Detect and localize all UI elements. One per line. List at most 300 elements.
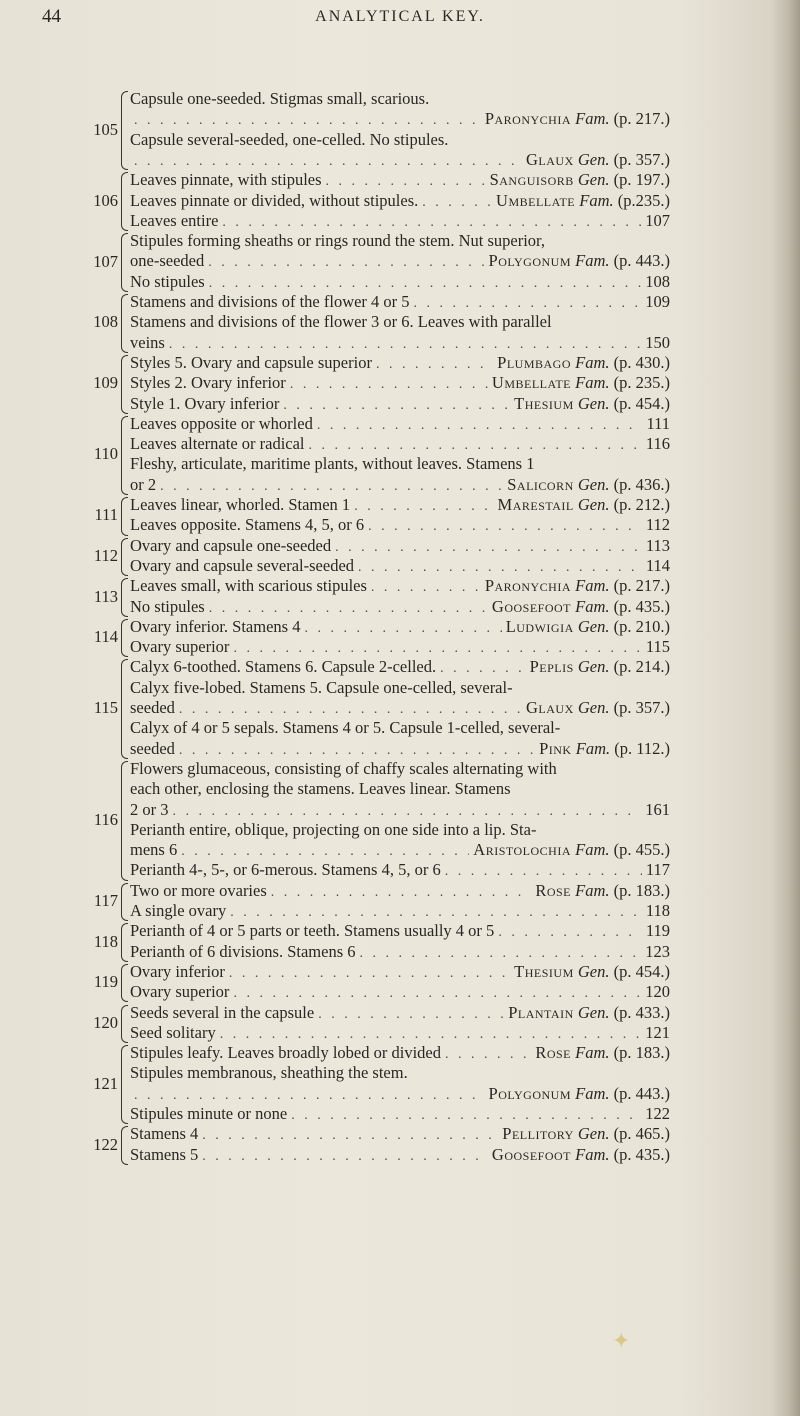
line-text: seeded	[130, 698, 175, 717]
line-text: Leaves pinnate or divided, without stipules.	[130, 190, 419, 210]
key-line	[130, 89, 670, 109]
key-line	[130, 231, 670, 251]
taxon-rank: Gen.	[577, 474, 610, 494]
running-title: ANALYTICAL KEY.	[315, 8, 485, 25]
group-number: 113	[93, 586, 118, 606]
taxon-name: Umbellate	[491, 373, 571, 393]
key-line	[130, 312, 670, 332]
key-line	[130, 495, 670, 515]
group-brace	[121, 619, 128, 658]
group-number: 115	[93, 698, 118, 718]
group-brace	[121, 1045, 128, 1124]
goto-number: 107	[645, 210, 670, 230]
line-reference	[645, 800, 670, 820]
key-line	[130, 698, 670, 718]
line-reference	[646, 536, 670, 556]
line-reference	[490, 170, 670, 190]
line-reference	[646, 860, 670, 880]
page-ref: (p. 357.)	[613, 698, 670, 717]
dot-leader	[181, 842, 469, 862]
line-reference	[502, 1124, 670, 1144]
line-reference	[489, 1084, 670, 1104]
key-line	[130, 617, 670, 637]
line-text: Leaves alternate or radical	[130, 434, 305, 454]
dot-leader	[326, 172, 486, 192]
line-text: Capsule one-seeded. Stigmas small, scarious.	[130, 89, 430, 108]
taxon-rank: Gen.	[577, 393, 610, 413]
dot-leader	[179, 700, 522, 720]
dot-leader	[498, 923, 642, 943]
key-line	[130, 414, 670, 434]
key-line	[130, 191, 670, 211]
line-text: Ovary superior	[130, 982, 230, 1002]
group-number: 119	[93, 972, 118, 992]
key-line	[130, 1003, 670, 1023]
group-brace	[121, 1126, 128, 1165]
page-ref: (p. 214.)	[613, 657, 670, 677]
page-ref: (p. 465.)	[613, 1124, 670, 1144]
taxon-name: Glaux	[526, 698, 574, 717]
line-reference	[526, 698, 670, 718]
goto-number: 118	[645, 901, 670, 920]
line-text: Calyx 6-toothed. Stamens 6. Capsule 2-celled.	[130, 657, 437, 677]
group-brace	[121, 1005, 128, 1044]
taxon-name: Paronychia	[484, 576, 571, 596]
taxon-name: Salicorn	[507, 474, 574, 494]
line-text: Perianth entire, oblique, projecting on one side into a lip. Sta-	[130, 819, 537, 839]
key-line	[130, 881, 670, 901]
line-text: Perianth of 6 divisions. Stamens 6	[130, 941, 356, 961]
group-number: 116	[93, 809, 118, 829]
dot-leader	[220, 1025, 642, 1045]
line-text: veins	[130, 332, 165, 352]
line-text: one-seeded	[130, 251, 205, 271]
dot-leader	[208, 253, 484, 273]
goto-number: 111	[646, 413, 670, 433]
group-brace	[121, 761, 128, 881]
key-line	[130, 454, 670, 474]
key-line	[130, 597, 670, 617]
dot-leader	[290, 375, 488, 395]
dot-leader	[304, 619, 501, 639]
line-text: Stamens and divisions of the flower 3 or 6. Leaves with parallel	[130, 312, 552, 332]
dot-leader	[371, 578, 481, 598]
line-text: Styles 5. Ovary and capsule superior	[130, 352, 372, 372]
key-line	[130, 109, 670, 129]
line-text: No stipules	[130, 271, 205, 291]
taxon-rank: Gen.	[577, 1002, 610, 1022]
page-ref: (p. 443.)	[613, 1083, 670, 1103]
line-reference	[646, 901, 670, 921]
line-text: Capsule several-seeded, one-celled. No stipules.	[130, 129, 449, 149]
key-line	[130, 759, 670, 779]
goto-number: 150	[645, 332, 670, 352]
line-text: Stipules membranous, sheathing the stem.	[130, 1063, 408, 1083]
key-line	[130, 739, 670, 759]
line-text: Perianth of 4 or 5 parts or teeth. Stamens usually 4 or 5	[130, 921, 495, 941]
taxon-rank: Fam.	[575, 251, 610, 271]
taxon-name: Sanguisorb	[489, 170, 574, 190]
group-number: 117	[93, 891, 118, 910]
dot-leader	[358, 558, 642, 578]
taxon-rank: Fam.	[575, 576, 610, 596]
page-ref: (p. 197.)	[613, 170, 670, 190]
key-line	[130, 130, 670, 150]
line-reference	[646, 515, 670, 535]
line-reference	[514, 394, 670, 414]
dot-leader	[440, 659, 525, 679]
paper-stain: ✦	[612, 1328, 631, 1353]
key-line	[130, 678, 670, 698]
dot-leader	[271, 883, 532, 903]
key-line	[130, 434, 670, 454]
group-number: 105	[93, 119, 118, 139]
key-line	[130, 170, 670, 190]
taxon-name: Thesium	[514, 393, 574, 413]
line-text: Style 1. Ovary inferior	[130, 393, 280, 413]
line-text: Seeds several in the capsule	[130, 1002, 315, 1022]
taxon-rank: Gen.	[577, 961, 610, 981]
line-text: Leaves pinnate, with stipules	[130, 170, 322, 190]
group-brace	[121, 883, 128, 922]
key-line	[130, 1043, 670, 1063]
group-brace	[121, 497, 128, 536]
line-text: Flowers glumaceous, consisting of chaffy scales alternating with	[130, 758, 557, 778]
taxon-name: Goosefoot	[491, 1144, 571, 1164]
group-brace	[121, 172, 128, 231]
group-brace	[121, 659, 128, 759]
taxon-name: Ludwigia	[505, 616, 574, 636]
group-number: 109	[93, 373, 118, 393]
taxon-name: Aristolochia	[473, 840, 571, 860]
group-number: 111	[94, 505, 118, 525]
line-reference	[645, 292, 670, 312]
taxon-rank: Gen.	[577, 149, 610, 169]
taxon-name: Glaux	[526, 149, 574, 169]
line-text: Fleshy, articulate, maritime plants, without leaves. Stamens 1	[130, 454, 535, 474]
dot-leader	[202, 1147, 488, 1167]
line-text: 2 or 3	[130, 799, 169, 819]
line-text: Calyx of 4 or 5 sepals. Stamens 4 or 5. Capsule 1-celled, several-	[130, 718, 561, 738]
page-ref: (p. 454.)	[613, 393, 670, 413]
goto-number: 116	[645, 434, 670, 454]
dot-leader	[233, 639, 641, 659]
line-reference	[646, 434, 670, 454]
key-line	[130, 982, 670, 1002]
key-line	[130, 901, 670, 921]
taxon-rank: Gen.	[577, 616, 610, 636]
line-reference	[646, 921, 670, 941]
taxon-rank: Fam.	[575, 596, 610, 616]
taxon-name: Pink	[539, 738, 572, 758]
key-line	[130, 292, 670, 312]
taxon-name: Paronychia	[484, 109, 571, 129]
line-reference	[526, 150, 670, 170]
line-text: Seed solitary	[130, 1022, 216, 1042]
taxon-name: Polygonum	[488, 251, 571, 271]
key-line	[130, 515, 670, 535]
line-reference	[492, 373, 670, 393]
key-line	[130, 272, 670, 292]
taxon-rank: Gen.	[577, 495, 610, 514]
line-reference	[508, 1003, 670, 1023]
line-text: Ovary and capsule several-seeded	[130, 555, 355, 575]
group-number: 122	[93, 1134, 118, 1154]
page-ref: (p. 454.)	[613, 961, 670, 981]
dot-leader	[229, 964, 510, 984]
line-reference	[530, 657, 670, 677]
line-reference	[645, 272, 670, 292]
line-text: Stipules minute or none	[130, 1104, 288, 1123]
line-reference	[539, 739, 670, 759]
dot-leader	[179, 741, 535, 761]
page-ref: (p. 435.)	[613, 596, 670, 616]
dot-leader	[376, 355, 493, 375]
line-text: Stamens and divisions of the flower 4 or 5	[130, 292, 410, 311]
goto-number: 117	[645, 860, 670, 880]
taxon-rank: Fam.	[575, 880, 610, 900]
goto-number: 112	[645, 515, 670, 535]
line-text: Leaves opposite or whorled	[130, 413, 313, 433]
line-reference	[646, 637, 670, 657]
line-reference	[506, 617, 670, 637]
key-line	[130, 475, 670, 495]
line-reference	[645, 333, 670, 353]
dot-leader	[160, 477, 503, 497]
group-number: 118	[93, 931, 118, 951]
key-line	[130, 1145, 670, 1165]
page-edge-shadow	[772, 0, 800, 1416]
taxon-rank: Gen.	[577, 657, 610, 677]
group-brace	[121, 538, 128, 577]
group-brace	[121, 416, 128, 495]
dot-leader	[230, 903, 642, 923]
group-number: 112	[93, 545, 118, 565]
group-number: 120	[93, 1012, 118, 1032]
page-ref: (p. 217.)	[613, 576, 670, 596]
key-line	[130, 840, 670, 860]
line-text: Two or more ovaries	[130, 880, 267, 900]
group-number: 110	[93, 444, 118, 464]
line-text: Stipules forming sheaths or rings round the stem. Nut superior,	[130, 231, 545, 251]
key-line	[130, 333, 670, 353]
taxon-rank: Fam.	[575, 738, 611, 758]
line-reference	[498, 495, 670, 515]
page-ref: (p.235.)	[617, 190, 670, 210]
goto-number: 109	[645, 292, 670, 311]
dot-leader	[202, 1126, 498, 1146]
page-ref: (p. 212.)	[613, 495, 670, 514]
group-number: 114	[93, 627, 118, 647]
dot-leader	[445, 1045, 531, 1065]
line-text: seeded	[130, 738, 175, 758]
line-reference	[485, 576, 670, 596]
group-brace	[121, 964, 128, 1003]
group-brace	[121, 294, 128, 353]
taxon-rank: Fam.	[575, 1083, 610, 1103]
line-reference	[497, 353, 670, 373]
taxon-rank: Fam.	[579, 190, 614, 210]
dot-leader	[414, 294, 642, 314]
dot-leader	[368, 517, 642, 537]
key-line	[130, 556, 670, 576]
taxon-name: Polygonum	[488, 1083, 571, 1103]
line-text: Ovary and capsule one-seeded	[130, 535, 332, 555]
dot-leader	[291, 1106, 641, 1126]
group-brace	[121, 923, 128, 962]
line-text: Calyx five-lobed. Stamens 5. Capsule one-celled, several-	[130, 677, 513, 697]
goto-number: 115	[645, 637, 670, 657]
dot-leader	[360, 944, 642, 964]
key-line	[130, 1084, 670, 1104]
page-ref: (p. 435.)	[613, 1144, 670, 1164]
group-number: 107	[93, 251, 118, 271]
dot-leader	[209, 599, 488, 619]
key-line	[130, 860, 670, 880]
dot-leader	[222, 213, 641, 233]
line-reference	[535, 881, 670, 901]
line-reference	[645, 1023, 670, 1043]
key-line	[130, 1023, 670, 1043]
line-reference	[645, 211, 670, 231]
line-text: Perianth 4-, 5-, or 6-merous. Stamens 4, 5, or 6	[130, 860, 441, 880]
dot-leader	[354, 497, 493, 517]
group-number: 121	[93, 1073, 118, 1093]
group-brace	[121, 91, 128, 170]
page-ref: (p. 436.)	[613, 474, 670, 494]
page-ref: (p. 430.)	[613, 352, 670, 372]
taxon-name: Plantain	[508, 1002, 574, 1022]
dot-leader	[233, 984, 641, 1004]
taxon-rank: Fam.	[575, 373, 610, 393]
key-line	[130, 576, 670, 596]
line-text: Leaves entire	[130, 210, 219, 230]
dot-leader	[318, 1005, 504, 1025]
taxon-rank: Fam.	[575, 109, 610, 129]
line-text: A single ovary	[130, 901, 227, 920]
taxon-name: Rose	[535, 1043, 571, 1063]
line-text: Ovary inferior	[130, 961, 225, 981]
taxon-name: Umbellate	[496, 190, 576, 210]
key-line	[130, 251, 670, 271]
goto-number: 123	[645, 941, 670, 961]
dot-leader	[134, 1086, 485, 1106]
taxon-name: Plumbago	[497, 352, 571, 372]
goto-number: 120	[645, 982, 670, 1002]
group-brace	[121, 233, 128, 292]
dot-leader	[173, 802, 642, 822]
page-ref: (p. 433.)	[613, 1002, 670, 1022]
page-ref: (p. 210.)	[613, 616, 670, 636]
taxon-rank: Gen.	[577, 698, 610, 717]
line-reference	[645, 942, 670, 962]
goto-number: 161	[645, 799, 670, 819]
line-text: Leaves small, with scarious stipules	[130, 576, 367, 596]
key-line	[130, 1124, 670, 1144]
line-reference	[492, 1145, 670, 1165]
dot-leader	[445, 862, 642, 882]
key-line	[130, 779, 670, 799]
page-ref: (p. 112.)	[614, 738, 670, 758]
goto-number: 122	[645, 1104, 670, 1123]
line-text: or 2	[130, 474, 157, 494]
page-ref: (p. 183.)	[613, 880, 670, 900]
key-line	[130, 1063, 670, 1083]
taxon-rank: Fam.	[575, 840, 610, 860]
taxon-name: Goosefoot	[491, 596, 571, 616]
goto-number: 121	[645, 1022, 670, 1042]
key-line	[130, 373, 670, 393]
line-reference	[496, 191, 670, 211]
dot-leader	[134, 111, 481, 131]
line-text: Stamens 4	[130, 1124, 199, 1144]
line-text: Ovary superior	[130, 637, 230, 657]
line-text: Styles 2. Ovary inferior	[130, 373, 286, 393]
dot-leader	[309, 436, 642, 456]
dot-leader	[134, 152, 522, 172]
dot-leader	[209, 274, 642, 294]
line-text: Leaves linear, whorled. Stamen 1	[130, 495, 351, 514]
taxon-rank: Fam.	[575, 1043, 610, 1063]
taxon-name: Thesium	[514, 961, 574, 981]
key-line	[130, 394, 670, 414]
taxon-name: Marestail	[497, 495, 574, 514]
line-reference	[485, 109, 670, 129]
goto-number: 113	[645, 535, 670, 555]
line-text: Ovary inferior. Stamens 4	[130, 616, 301, 636]
page-ref: (p. 183.)	[613, 1043, 670, 1063]
line-text: Stipules leafy. Leaves broadly lobed or divided	[130, 1043, 441, 1063]
goto-number: 114	[645, 555, 670, 575]
line-reference	[646, 556, 670, 576]
key-line	[130, 921, 670, 941]
group-brace	[121, 355, 128, 414]
taxon-name: Rose	[535, 880, 571, 900]
page-ref: (p. 357.)	[613, 149, 670, 169]
line-text: Leaves opposite. Stamens 4, 5, or 6	[130, 515, 365, 535]
taxon-rank: Fam.	[575, 352, 610, 372]
line-text: mens 6	[130, 840, 178, 860]
key-line	[130, 1104, 670, 1124]
key-line	[130, 718, 670, 738]
taxon-rank: Gen.	[577, 1124, 610, 1144]
dot-leader	[283, 396, 510, 416]
page-ref: (p. 217.)	[613, 109, 670, 129]
taxon-name: Pellitory	[502, 1124, 574, 1144]
group-number: 106	[93, 190, 118, 210]
line-reference	[646, 414, 670, 434]
page-ref: (p. 455.)	[613, 840, 670, 860]
key-line	[130, 942, 670, 962]
taxon-rank: Fam.	[575, 1144, 610, 1164]
line-text: each other, enclosing the stamens. Leaves linear. Stamens	[130, 779, 511, 799]
group-number: 108	[93, 312, 118, 332]
key-line	[130, 800, 670, 820]
line-reference	[514, 962, 670, 982]
key-line	[130, 637, 670, 657]
key-line	[130, 353, 670, 373]
goto-number: 119	[645, 921, 670, 941]
line-reference	[489, 251, 670, 271]
line-text: Stamens 5	[130, 1144, 199, 1164]
line-reference	[645, 982, 670, 1002]
page-ref: (p. 235.)	[613, 373, 670, 393]
dot-leader	[335, 538, 642, 558]
line-text: No stipules	[130, 596, 205, 616]
taxon-name: Peplis	[529, 657, 574, 677]
key-line	[130, 657, 670, 677]
line-reference	[507, 475, 670, 495]
